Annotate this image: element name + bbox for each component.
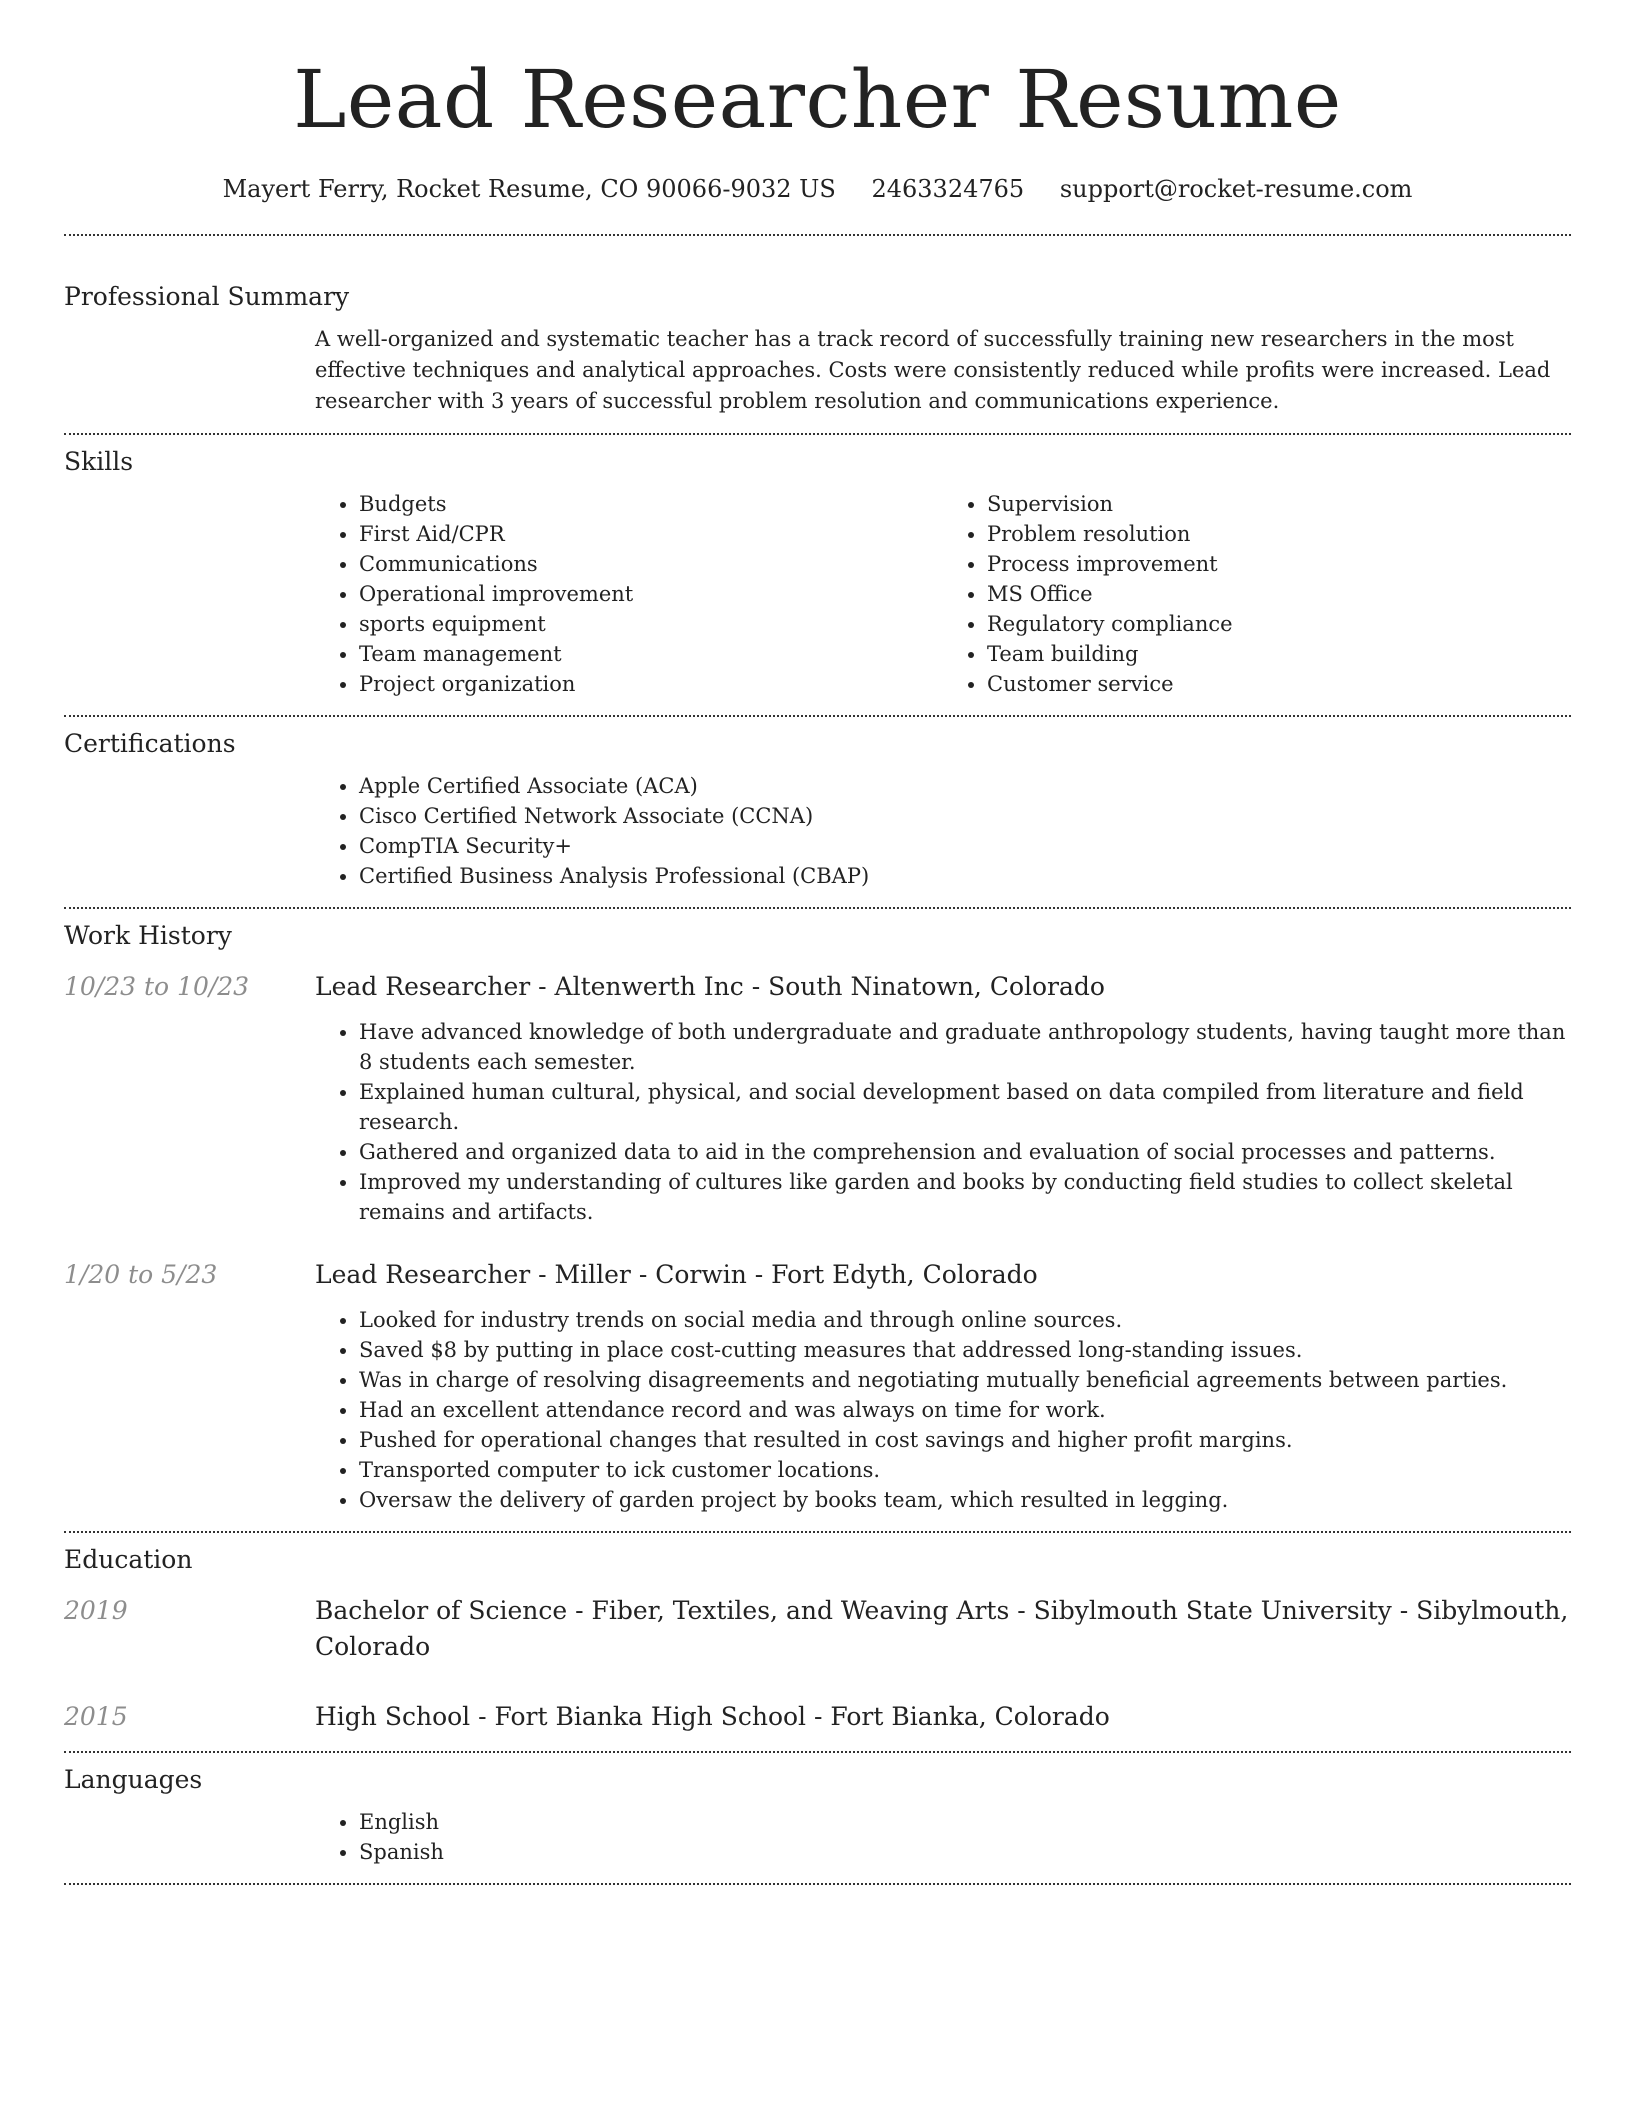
job-body bbox=[315, 969, 1571, 1227]
skill-item: • First Aid/CPR bbox=[359, 519, 943, 549]
certification-item: • CompTIA Security+ bbox=[359, 831, 1571, 861]
job-bullets bbox=[315, 1017, 1571, 1227]
skill-item: • Customer service bbox=[987, 669, 1571, 699]
skill-item: • sports equipment bbox=[359, 609, 943, 639]
certifications-section bbox=[64, 717, 1571, 907]
skill-item: • Budgets bbox=[359, 489, 943, 519]
languages-content bbox=[315, 1807, 1571, 1867]
skill-item: • Communications bbox=[359, 549, 943, 579]
job-entry bbox=[64, 969, 1571, 1227]
job-bullet: • Improved my understanding of cultures like garden and books by conducting field studies to collect skeletal remains and artifacts. bbox=[359, 1167, 1571, 1227]
skill-item: • Operational improvement bbox=[359, 579, 943, 609]
contact-line bbox=[64, 172, 1571, 206]
job-bullet: • Transported computer to ick customer locations. bbox=[359, 1455, 1571, 1485]
certification-item: • Certified Business Analysis Professional (CBAP) bbox=[359, 861, 1571, 891]
divider bbox=[64, 1883, 1571, 1885]
section-heading-certifications: Certifications bbox=[64, 729, 236, 758]
summary-text: A well-organized and systematic teacher has a track record of successfully training new researchers in the most effective techniques and analytical approaches. Costs were consistently reduced while profits were increased. Lead researcher with 3 years of successful problem resolution and communications experience. bbox=[315, 327, 1551, 413]
skill-item: • Team management bbox=[359, 639, 943, 669]
work-history-section bbox=[64, 909, 1571, 1531]
education-entry bbox=[64, 1593, 1571, 1665]
resume-title: Lead Researcher Resume bbox=[293, 53, 1342, 146]
section-heading-education: Education bbox=[64, 1545, 193, 1574]
job-title: Lead Researcher - Miller - Corwin - Fort Edyth, Colorado bbox=[315, 1260, 1038, 1289]
job-entry bbox=[64, 1257, 1571, 1515]
skill-item: • Supervision bbox=[987, 489, 1571, 519]
skills-right-list bbox=[943, 489, 1571, 699]
job-bullet: • Looked for industry trends on social media and through online sources. bbox=[359, 1305, 1571, 1335]
section-heading-languages: Languages bbox=[64, 1765, 203, 1794]
education-title: Bachelor of Science - Fiber, Textiles, and Weaving Arts - Sibylmouth State University - Sibylmouth, Colorado bbox=[315, 1596, 1569, 1661]
education-body bbox=[315, 1699, 1571, 1735]
job-bullet: • Was in charge of resolving disagreements and negotiating mutually beneficial agreements between parties. bbox=[359, 1365, 1571, 1395]
education-date: 2015 bbox=[64, 1702, 128, 1731]
certification-item: • Cisco Certified Network Associate (CCNA) bbox=[359, 801, 1571, 831]
languages-list bbox=[315, 1807, 1571, 1867]
certification-item: • Apple Certified Associate (ACA) bbox=[359, 771, 1571, 801]
skills-section bbox=[64, 435, 1571, 715]
skills-grid bbox=[315, 489, 1571, 699]
resume-page bbox=[64, 0, 1571, 1885]
skill-item: • Process improvement bbox=[987, 549, 1571, 579]
section-heading-skills: Skills bbox=[64, 447, 134, 476]
contact-email: support@rocket-resume.com bbox=[1059, 175, 1413, 203]
contact-address: Mayert Ferry, Rocket Resume, CO 90066-9032 US bbox=[222, 175, 836, 203]
job-bullet: • Have advanced knowledge of both undergraduate and graduate anthropology students, having taught more than 8 students each semester. bbox=[359, 1017, 1571, 1077]
job-date: 1/20 to 5/23 bbox=[64, 1260, 218, 1289]
summary-section bbox=[64, 236, 1571, 433]
job-bullets bbox=[315, 1305, 1571, 1515]
education-entry bbox=[64, 1699, 1571, 1735]
job-bullet: • Gathered and organized data to aid in the comprehension and evaluation of social processes and patterns. bbox=[359, 1137, 1571, 1167]
section-heading-work: Work History bbox=[64, 921, 232, 950]
contact-phone: 2463324765 bbox=[871, 175, 1025, 203]
skill-item: • Regulatory compliance bbox=[987, 609, 1571, 639]
skill-item: • MS Office bbox=[987, 579, 1571, 609]
skills-left-list bbox=[315, 489, 943, 699]
education-title: High School - Fort Bianka High School - Fort Bianka, Colorado bbox=[315, 1702, 1110, 1731]
job-bullet: • Oversaw the delivery of garden project by books team, which resulted in legging. bbox=[359, 1485, 1571, 1515]
section-heading-summary: Professional Summary bbox=[64, 282, 350, 311]
job-bullet: • Explained human cultural, physical, and social development based on data compiled from literature and field research. bbox=[359, 1077, 1571, 1137]
skill-item: • Project organization bbox=[359, 669, 943, 699]
job-title: Lead Researcher - Altenwerth Inc - South Ninatown, Colorado bbox=[315, 972, 1105, 1001]
job-bullet: • Saved $8 by putting in place cost-cutting measures that addressed long-standing issues. bbox=[359, 1335, 1571, 1365]
certifications-list bbox=[315, 771, 1571, 891]
job-body bbox=[315, 1257, 1571, 1515]
education-section bbox=[64, 1533, 1571, 1751]
job-bullet: • Pushed for operational changes that resulted in cost savings and higher profit margins. bbox=[359, 1425, 1571, 1455]
languages-section bbox=[64, 1753, 1571, 1883]
education-body bbox=[315, 1593, 1571, 1665]
language-item: • English bbox=[359, 1807, 1571, 1837]
skill-item: • Team building bbox=[987, 639, 1571, 669]
language-item: • Spanish bbox=[359, 1837, 1571, 1867]
skill-item: • Problem resolution bbox=[987, 519, 1571, 549]
job-date: 10/23 to 10/23 bbox=[64, 972, 250, 1001]
education-date: 2019 bbox=[64, 1596, 128, 1625]
certifications-content bbox=[315, 771, 1571, 891]
job-bullet: • Had an excellent attendance record and was always on time for work. bbox=[359, 1395, 1571, 1425]
